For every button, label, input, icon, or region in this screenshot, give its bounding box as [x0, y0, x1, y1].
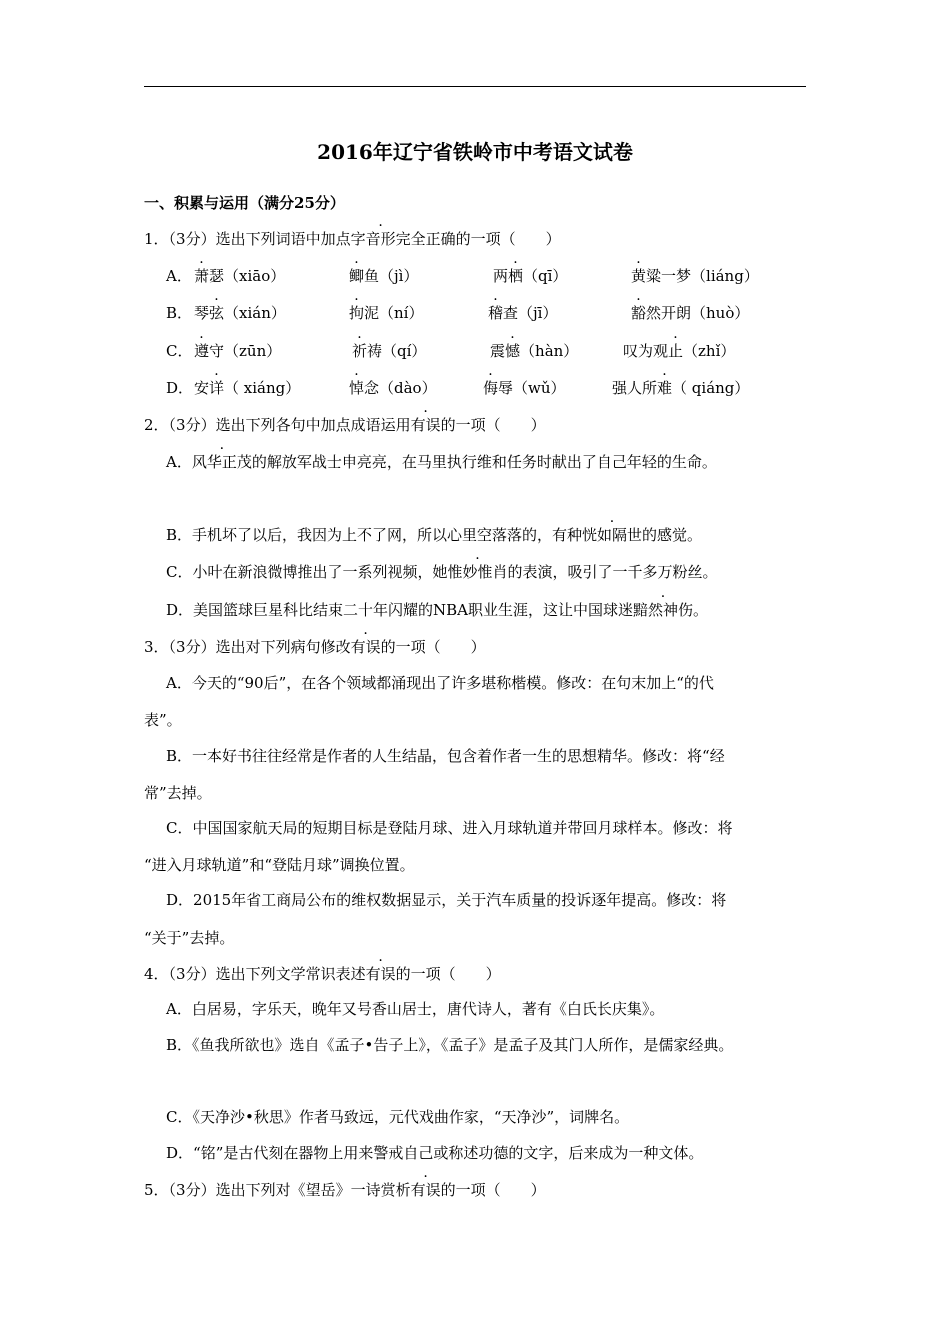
option-item: 强人所难（ qiáng） — [612, 379, 750, 397]
page-title: 2016年辽宁省铁岭市中考语文试卷 — [317, 140, 633, 164]
question-3-option-c: C．中国国家航天局的短期目标是登陆月球、进入月球轨道并带回月球样本。修改：将 — [166, 819, 733, 837]
option-item: 琴弦（xián） — [194, 304, 286, 322]
question-1-stem: 1．（3分）选出下列词语中加点字音形完全正确的一项（ ） — [144, 230, 561, 248]
question-3-option-d-cont: “关于”去掉。 — [144, 929, 235, 947]
question-2-option-b: B．手机坏了以后，我因为上不了网，所以心里空落落的，有种恍如隔世的感觉。 — [166, 526, 703, 544]
option-item: 两栖（qī） — [493, 267, 568, 285]
question-4-option-c: C．《天净沙•秋思》作者马致远，元代戏曲作家，“天净沙”，词牌名。 — [166, 1108, 630, 1126]
section-heading: 一、积累与运用（满分25分） — [144, 194, 345, 212]
emphasis-dots: 有误 — [365, 965, 396, 983]
question-3-option-b: B．一本好书往往经常是作者的人生结晶，包含着作者一生的思想精华。修改：将“经 — [166, 747, 725, 765]
question-3-option-c-cont: “进入月球轨道”和“登陆月球”调换位置。 — [144, 856, 415, 874]
option-item: 遵守（zūn） — [194, 342, 282, 360]
option-item: 悼念（dào） — [349, 379, 437, 397]
option-item: 萧瑟（xiāo） — [194, 267, 286, 285]
option-item: 祈祷（qí） — [352, 342, 427, 360]
question-4-option-a: A．白居易，字乐天，晚年又号香山居士，唐代诗人，著有《白氏长庆集》。 — [166, 1000, 665, 1018]
question-3-stem: 3．（3分）选出对下列病句修改有误的一项（ ） — [144, 638, 486, 656]
emphasis-dots: 有误 — [350, 638, 381, 656]
option-item: 震憾（hàn） — [490, 342, 579, 360]
emphasis-dots: 有误 — [410, 1181, 441, 1199]
option-item: 侮辱（wǔ） — [483, 379, 566, 397]
option-item: 黄粱一梦（liáng） — [631, 267, 759, 285]
option-item: 鲫鱼（jì） — [349, 267, 419, 285]
option-item: 叹为观止（zhǐ） — [623, 342, 736, 360]
question-2-option-a: A．风华正茂的解放军战士申亮亮，在马里执行维和任务时献出了自己年轻的生命。 — [166, 453, 717, 471]
question-3-option-a: A．今天的“90后”，在各个领域都涌现出了许多堪称楷模。修改：在句末加上“的代 — [166, 674, 714, 692]
question-4-option-b: B．《鱼我所欲也》选自《孟子•告子上》，《孟子》是孟子及其门人所作，是儒家经典。 — [166, 1036, 734, 1054]
emphasis-dots: 有误 — [410, 416, 441, 434]
option-item: 安详（ xiáng） — [194, 379, 301, 397]
option-item: 拘泥（ní） — [349, 304, 424, 322]
question-3-option-d: D．2015年省工商局公布的维权数据显示，关于汽车质量的投诉逐年提高。修改：将 — [166, 891, 727, 909]
question-3-option-b-cont: 常”去掉。 — [144, 784, 212, 802]
question-2-stem: 2．（3分）选出下列各句中加点成语运用有误的一项（ ） — [144, 416, 546, 434]
option-item: 豁然开朗（huò） — [631, 304, 750, 322]
question-5-stem: 5．（3分）选出下列对《望岳》一诗赏析有误的一项（ ） — [144, 1181, 546, 1199]
question-2-option-d: D．美国篮球巨星科比结束二十年闪耀的NBA职业生涯，这让中国球迷黯然神伤。 — [166, 601, 709, 619]
header-rule — [144, 86, 806, 87]
question-2-option-c: C．小叶在新浪微博推出了一系列视频，她惟妙惟肖的表演，吸引了一千多万粉丝。 — [166, 563, 718, 581]
option-item: 稽查（jī） — [488, 304, 558, 322]
question-4-option-d: D．“铭”是古代刻在器物上用来警戒自己或称述功德的文字，后来成为一种文体。 — [166, 1144, 704, 1162]
question-4-stem: 4．（3分）选出下列文学常识表述有误的一项（ ） — [144, 965, 501, 983]
emphasis-dots: 音形 — [365, 230, 396, 248]
question-3-option-a-cont: 表”。 — [144, 711, 182, 729]
